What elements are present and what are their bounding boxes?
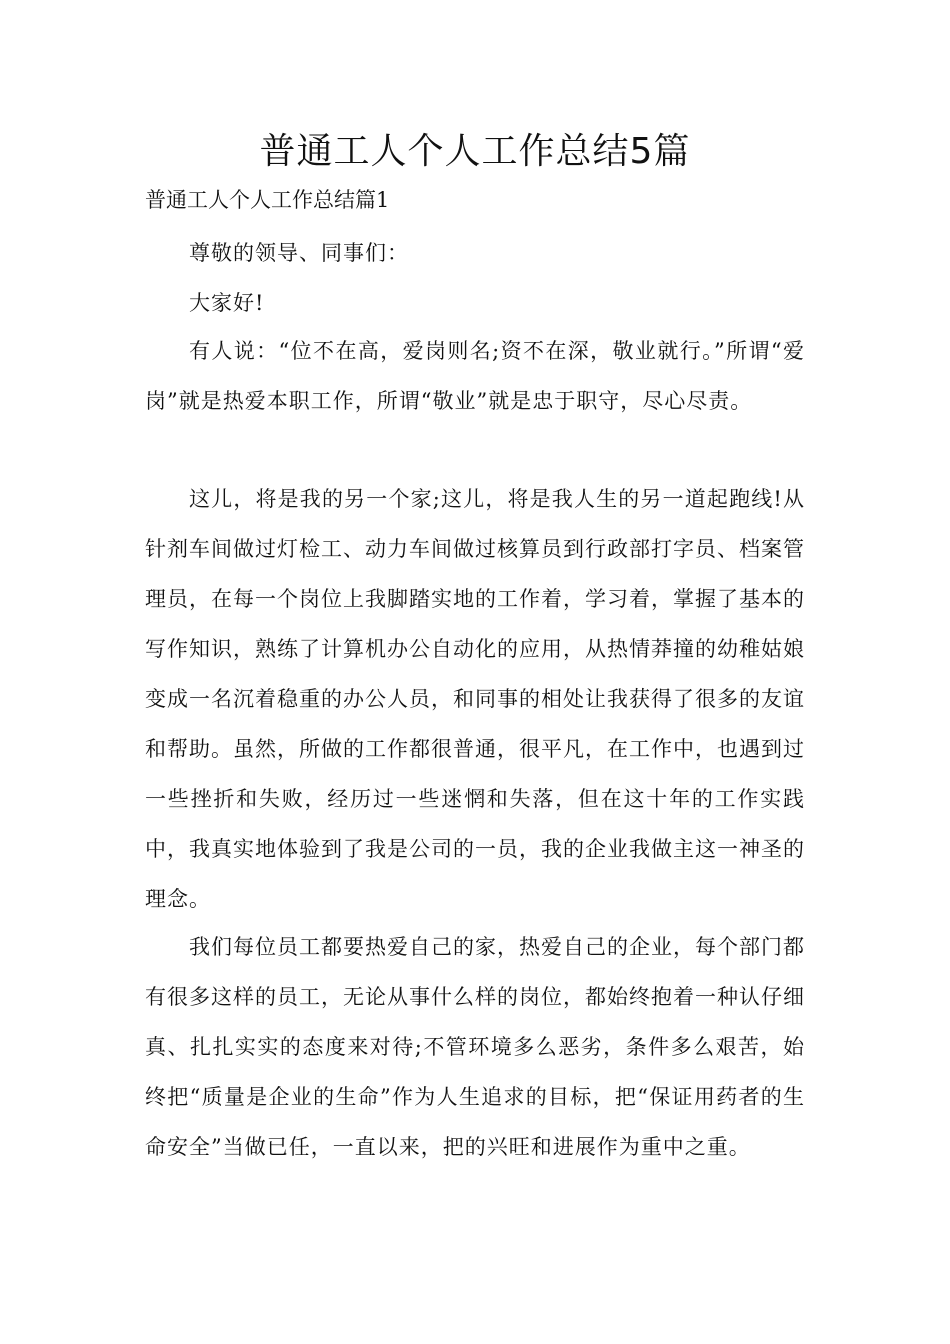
paragraph-greeting: 尊敬的领导、同事们： xyxy=(189,241,409,265)
paragraph-hello: 大家好! xyxy=(189,291,265,315)
paragraph-dedication-quote: 有人说：“位不在高，爱岗则名;资不在深，敬业就行。”所谓“爱岗”就是热爱本职工作，所谓“敬业”就是忠于职守，尽心尽责。 xyxy=(145,339,805,413)
document-title: 普通工人个人工作总结5篇 xyxy=(259,131,691,172)
section-heading: 普通工人个人工作总结篇1 xyxy=(145,188,390,212)
paragraph-employee-attitude: 我们每位员工都要热爱自己的家，热爱自己的企业，每个部门都有很多这样的员工，无论从事什么样的岗位，都始终抱着一种认仔细真、扎扎实实的态度来对待;不管环境多么恶劣，条件多么艰苦，始终把“质量是企业的生命”作为人生追求的目标，把“保证用药者的生命安全”当做已任，一直以来，把的兴旺和进展作为重中之重。 xyxy=(145,935,805,1159)
paragraph-work-experience: 这儿，将是我的另一个家;这儿，将是我人生的另一道起跑线!从针剂车间做过灯检工、动力车间做过核算员到行政部打字员、档案管理员，在每一个岗位上我脚踏实地的工作着，学习着，掌握了基本的写作知识，熟练了计算机办公自动化的应用，从热情莽撞的幼稚姑娘变成一名沉着稳重的办公人员，和同事的相处让我获得了很多的友谊和帮助。虽然，所做的工作都很普通，很平凡，在工作中，也遇到过一些挫折和失败，经历过一些迷惘和失落，但在这十年的工作实践中，我真实地体验到了我是公司的一员，我的企业我做主这一神圣的理念。 xyxy=(145,487,805,911)
